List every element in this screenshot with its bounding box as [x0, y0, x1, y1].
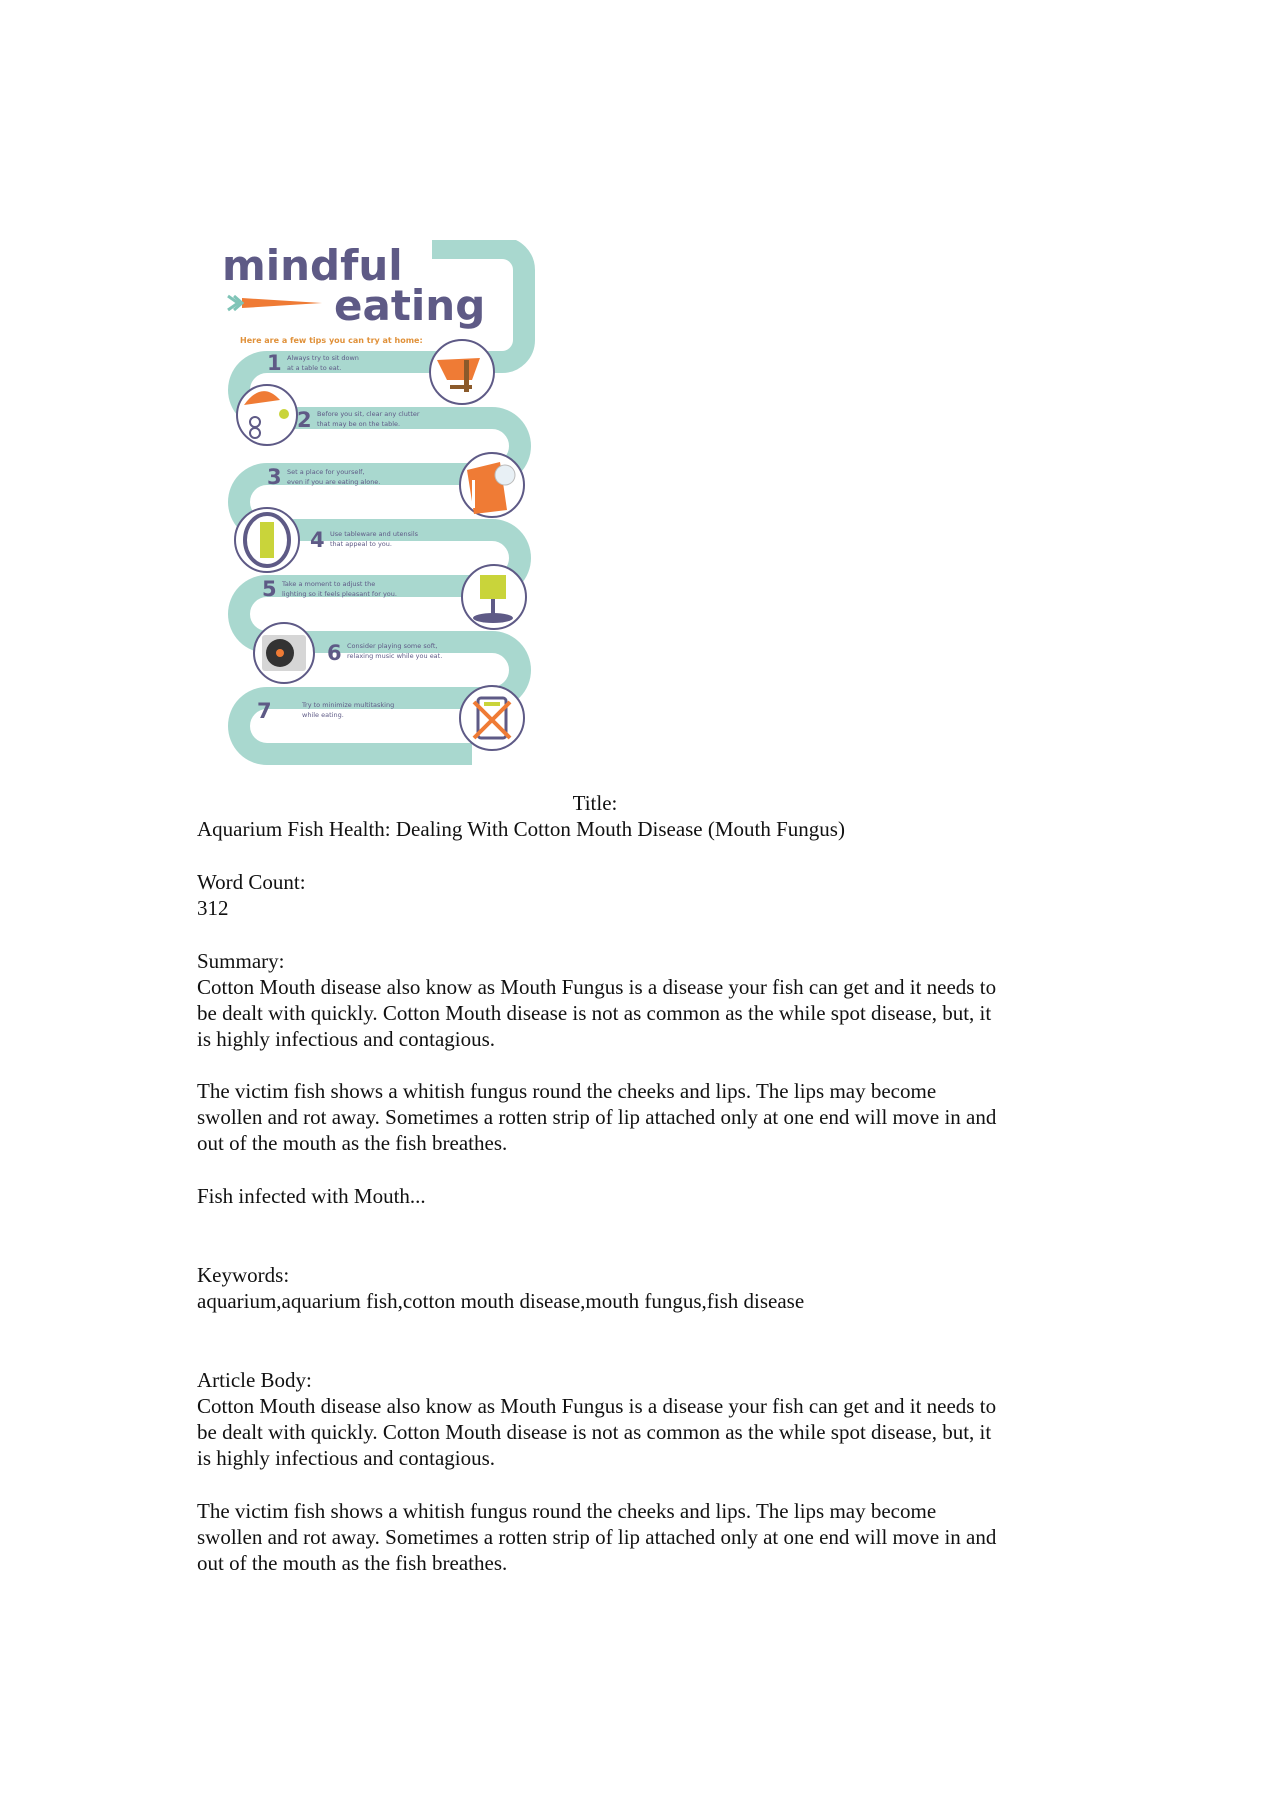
- step-2-line1: Before you sit, clear any clutter: [317, 410, 420, 418]
- keywords-value: aquarium,aquarium fish,cotton mouth disease,mouth fungus,fish disease: [197, 1289, 805, 1313]
- summary-p2-line3: out of the mouth as the fish breathes.: [197, 1131, 508, 1155]
- summary-label: Summary:: [197, 949, 285, 973]
- summary-p1-line1: Cotton Mouth disease also know as Mouth Fungus is a disease your fish can get and it needs to: [197, 975, 997, 999]
- summary-p3: Fish infected with Mouth...: [197, 1184, 426, 1208]
- step-4-line2: that appeal to you.: [330, 540, 392, 548]
- title-line1: mindful: [222, 241, 403, 290]
- body-p2-line3: out of the mouth as the fish breathes.: [197, 1551, 508, 1575]
- article-title: Aquarium Fish Health: Dealing With Cotton Mouth Disease (Mouth Fungus): [197, 817, 845, 841]
- body-p1-line3: is highly infectious and contagious.: [197, 1446, 496, 1470]
- lamp-icon: [462, 565, 526, 629]
- subtitle: Here are a few tips you can try at home:: [240, 336, 423, 345]
- step-2-number: 2: [297, 408, 312, 432]
- carrot-icon: [228, 296, 322, 310]
- step-3-line1: Set a place for yourself,: [287, 468, 365, 476]
- summary-p2-line1: The victim fish shows a whitish fungus round the cheeks and lips. The lips may become: [197, 1079, 937, 1103]
- step-2-line2: that may be on the table.: [317, 420, 401, 428]
- step-3-line2: even if you are eating alone.: [287, 478, 381, 486]
- step-5-line2: lighting so it feels pleasant for you.: [282, 590, 397, 598]
- keywords-label: Keywords:: [197, 1263, 290, 1287]
- step-6-line2: relaxing music while you eat.: [347, 652, 443, 660]
- step-5-line1: Take a moment to adjust the: [282, 580, 376, 588]
- step-1-line2: at a table to eat.: [287, 364, 342, 372]
- title-label: Title:: [572, 791, 618, 815]
- article-body-label: Article Body:: [197, 1368, 312, 1392]
- step-7-number: 7: [257, 699, 272, 723]
- step-1-line1: Always try to sit down: [287, 354, 359, 362]
- step-7-line1: Try to minimize multitasking: [302, 701, 395, 709]
- table-chair-icon: [430, 340, 494, 404]
- mindful-eating-infographic: [222, 240, 547, 795]
- plate-icon: [235, 508, 299, 572]
- body-p2-line2: swollen and rot away. Sometimes a rotten strip of lip attached only at one end will move in and: [197, 1525, 997, 1549]
- step-6-number: 6: [327, 641, 342, 665]
- scissors-icon: [237, 385, 297, 445]
- step-1-number: 1: [267, 351, 282, 375]
- summary-p1-line2: be dealt with quickly. Cotton Mouth disease is not as common as the while spot disease, but, it: [197, 1001, 992, 1025]
- word-count-value: 312: [197, 896, 229, 920]
- body-p1-line1: Cotton Mouth disease also know as Mouth Fungus is a disease your fish can get and it needs to: [197, 1394, 997, 1418]
- step-7-line2: while eating.: [302, 711, 344, 719]
- step-4-number: 4: [310, 528, 325, 552]
- no-phone-icon: [460, 686, 524, 750]
- place-setting-icon: [460, 453, 524, 517]
- step-4-line1: Use tableware and utensils: [330, 530, 419, 538]
- step-5-number: 5: [262, 577, 277, 601]
- body-p2-line1: The victim fish shows a whitish fungus round the cheeks and lips. The lips may become: [197, 1499, 937, 1523]
- summary-p1-line3: is highly infectious and contagious.: [197, 1027, 496, 1051]
- body-p1-line2: be dealt with quickly. Cotton Mouth disease is not as common as the while spot disease, but, it: [197, 1420, 992, 1444]
- title-line2: eating: [334, 281, 486, 330]
- summary-p2-line2: swollen and rot away. Sometimes a rotten strip of lip attached only at one end will move in and: [197, 1105, 997, 1129]
- word-count-label: Word Count:: [197, 870, 306, 894]
- step-3-number: 3: [267, 465, 282, 489]
- record-player-icon: [254, 623, 314, 683]
- step-6-line1: Consider playing some soft,: [347, 642, 438, 650]
